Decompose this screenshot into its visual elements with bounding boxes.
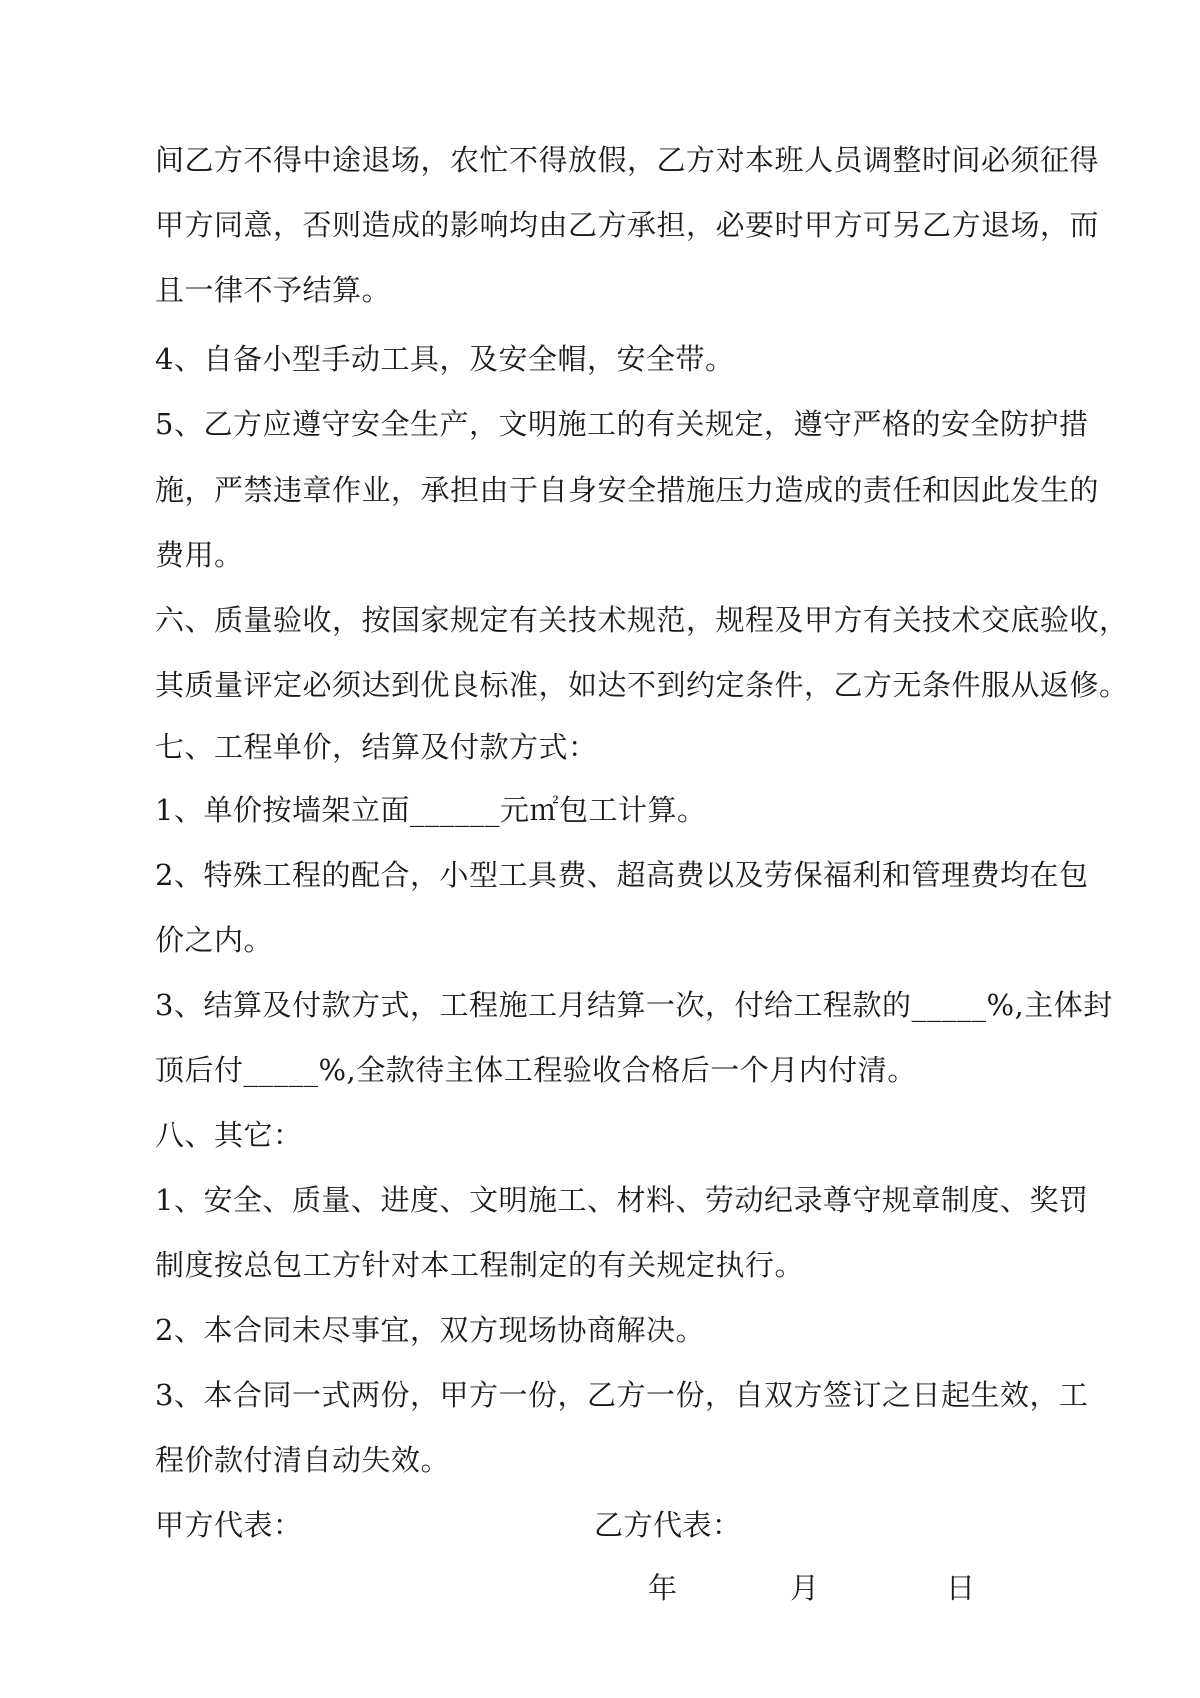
paragraph-line: 制度按总包工方针对本工程制定的有关规定执行。: [155, 1248, 805, 1282]
paragraph-line: 甲方同意，否则造成的影响均由乙方承担，必要时甲方可另乙方退场，而: [155, 208, 1100, 242]
paragraph-line: 顶后付_____%,全款待主体工程验收合格后一个月内付清。: [155, 1053, 917, 1087]
section-6-heading: 六、质量验收，按国家规定有关技术规范，规程及甲方有关技术交底验收，: [155, 603, 1129, 637]
party-a-signature-label: 甲方代表：: [155, 1508, 303, 1542]
paragraph-line: 间乙方不得中途退场，农忙不得放假，乙方对本班人员调整时间必须征得: [155, 143, 1100, 177]
section-8-heading: 八、其它：: [155, 1118, 303, 1152]
section-7-heading: 七、工程单价，结算及付款方式：: [155, 730, 598, 764]
date-day-label: 日: [946, 1571, 976, 1605]
clause-8-3-line: 3、本合同一式两份，甲方一份，乙方一份，自双方签订之日起生效，工: [155, 1378, 1089, 1412]
date-month-label: 月: [790, 1571, 820, 1605]
paragraph-line: 且一律不予结算。: [155, 273, 392, 307]
clause-7-1-line: 1、单价按墙架立面______元㎡包工计算。: [155, 793, 707, 827]
date-year-label: 年: [648, 1571, 678, 1605]
clause-8-1-line: 1、安全、质量、进度、文明施工、材料、劳动纪录尊守规章制度、奖罚: [155, 1183, 1089, 1217]
clause-8-2-line: 2、本合同未尽事宜，双方现场协商解决。: [155, 1313, 705, 1347]
paragraph-line: 施，严禁违章作业，承担由于自身安全措施压力造成的责任和因此发生的: [155, 473, 1100, 507]
clause-5-line: 5、乙方应遵守安全生产，文明施工的有关规定，遵守严格的安全防护措: [155, 407, 1089, 441]
clause-4-line: 4、自备小型手动工具，及安全帽，安全带。: [155, 342, 735, 376]
party-b-signature-label: 乙方代表：: [594, 1508, 742, 1542]
paragraph-line: 费用。: [155, 538, 244, 572]
clause-7-2-line: 2、特殊工程的配合，小型工具费、超高费以及劳保福利和管理费均在包: [155, 858, 1089, 892]
paragraph-line: 程价款付清自动失效。: [155, 1443, 451, 1477]
paragraph-line: 其质量评定必须达到优良标准，如达不到约定条件，乙方无条件服从返修。: [155, 668, 1129, 702]
paragraph-line: 价之内。: [155, 923, 274, 957]
clause-7-3-line: 3、结算及付款方式，工程施工月结算一次，付给工程款的_____%,主体封: [155, 988, 1113, 1022]
